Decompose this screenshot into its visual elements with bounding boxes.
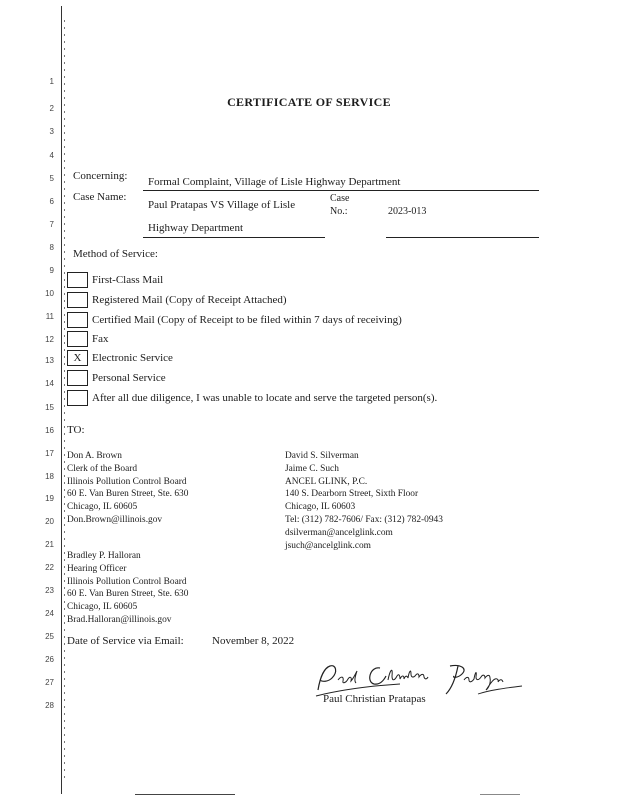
line-number: 2 bbox=[49, 104, 54, 113]
line-number: 11 bbox=[45, 312, 54, 321]
line-number: 21 bbox=[45, 540, 54, 549]
recipient-line: Jaime C. Such bbox=[285, 463, 339, 474]
line-number: 3 bbox=[49, 127, 54, 136]
to-label: TO: bbox=[67, 424, 85, 436]
date-of-service-label: Date of Service via Email: bbox=[67, 635, 184, 647]
recipient-email[interactable]: Brad.Halloran@illinois.gov bbox=[67, 614, 172, 625]
service-label-electronic-service: Electronic Service bbox=[92, 352, 173, 364]
recipient-line: ANCEL GLINK, P.C. bbox=[285, 476, 368, 487]
recipient-line: Illinois Pollution Control Board bbox=[67, 476, 187, 487]
service-label-first-class-mail: First-Class Mail bbox=[92, 274, 164, 286]
recipient-line: David S. Silverman bbox=[285, 451, 359, 461]
line-number: 8 bbox=[49, 243, 54, 252]
line-number: 18 bbox=[45, 472, 54, 481]
recipient-halloran bbox=[67, 550, 188, 627]
service-label-personal-service: Personal Service bbox=[92, 372, 166, 384]
line-number: 9 bbox=[49, 266, 54, 275]
method-of-service-label: Method of Service: bbox=[73, 248, 158, 260]
line-number: 22 bbox=[45, 563, 54, 572]
line-number: 4 bbox=[49, 151, 54, 160]
recipient-silverman bbox=[285, 450, 443, 552]
service-checkbox-fax[interactable] bbox=[67, 331, 88, 347]
line-number: 15 bbox=[45, 403, 54, 412]
document-title: CERTIFICATE OF SERVICE bbox=[227, 95, 391, 109]
recipient-line: 140 S. Dearborn Street, Sixth Floor bbox=[285, 489, 419, 500]
line-number: 17 bbox=[45, 449, 54, 458]
recipient-line: Illinois Pollution Control Board bbox=[67, 576, 187, 587]
pleading-margin-dotted-line bbox=[64, 20, 65, 780]
recipient-line: 60 E. Van Buren Street, Ste. 630 bbox=[67, 589, 189, 600]
recipient-line: Clerk of the Board bbox=[67, 463, 138, 474]
footer-rule bbox=[480, 794, 520, 795]
recipient-line: Don A. Brown bbox=[67, 451, 122, 461]
line-number: 16 bbox=[45, 426, 54, 435]
line-number: 6 bbox=[49, 197, 54, 206]
service-label-certified-mail: Certified Mail (Copy of Receipt to be filed within 7 days of receiving) bbox=[92, 314, 402, 326]
service-checkbox-due-diligence[interactable] bbox=[67, 390, 88, 406]
recipient-email[interactable]: jsuch@ancelglink.com bbox=[285, 540, 371, 551]
concerning-underline bbox=[143, 190, 539, 191]
line-number: 14 bbox=[45, 379, 54, 388]
case-no-label-line2: No.: bbox=[330, 206, 348, 217]
line-number: 28 bbox=[45, 701, 54, 710]
service-checkbox-first-class-mail[interactable] bbox=[67, 272, 88, 288]
recipient-line: Chicago, IL 60603 bbox=[285, 502, 356, 513]
service-checkbox-electronic-service[interactable]: X bbox=[67, 350, 88, 366]
line-number: 10 bbox=[45, 289, 54, 298]
case-no-label-line1: Case bbox=[330, 193, 350, 204]
line-number: 13 bbox=[45, 356, 54, 365]
date-of-service-value: November 8, 2022 bbox=[212, 635, 295, 647]
line-number: 25 bbox=[45, 632, 54, 641]
recipient-line: Chicago, IL 60605 bbox=[67, 602, 138, 613]
case-no-value: 2023-013 bbox=[388, 206, 427, 217]
recipient-email[interactable]: Don.Brown@illinois.gov bbox=[67, 514, 163, 525]
recipient-brown bbox=[67, 450, 188, 527]
line-number: 19 bbox=[45, 494, 54, 503]
concerning-label: Concerning: bbox=[73, 170, 128, 182]
line-number: 24 bbox=[45, 609, 54, 618]
service-label-fax: Fax bbox=[92, 333, 109, 345]
recipient-line: Chicago, IL 60605 bbox=[67, 502, 138, 513]
case-name-value-line1: Paul Pratapas VS Village of Lisle bbox=[148, 199, 296, 211]
line-number: 7 bbox=[49, 220, 54, 229]
line-number: 12 bbox=[45, 335, 54, 344]
service-label-due-diligence: After all due diligence, I was unable to locate and serve the targeted person(s). bbox=[92, 392, 438, 404]
line-number: 26 bbox=[45, 655, 54, 664]
concerning-value: Formal Complaint, Village of Lisle Highway Department bbox=[148, 176, 401, 188]
recipient-email[interactable]: dsilverman@ancelglink.com bbox=[285, 527, 393, 538]
recipient-line: 60 E. Van Buren Street, Ste. 630 bbox=[67, 489, 189, 500]
line-number: 1 bbox=[49, 77, 54, 86]
case-name-label: Case Name: bbox=[73, 191, 127, 203]
recipient-line: Bradley P. Halloran bbox=[67, 551, 141, 561]
recipient-line: Tel: (312) 782-7606/ Fax: (312) 782-0943 bbox=[285, 514, 443, 525]
service-checkbox-personal-service[interactable] bbox=[67, 370, 88, 386]
recipient-line: Hearing Officer bbox=[67, 563, 127, 574]
service-checkbox-registered-mail[interactable] bbox=[67, 292, 88, 308]
case-name-underline bbox=[143, 237, 325, 238]
signatory-printed-name: Paul Christian Pratapas bbox=[323, 693, 426, 705]
line-number: 20 bbox=[45, 517, 54, 526]
case-name-value-line2: Highway Department bbox=[148, 222, 243, 234]
line-number: 23 bbox=[45, 586, 54, 595]
footer-rule bbox=[135, 794, 235, 795]
pleading-margin-line bbox=[61, 6, 62, 794]
line-number: 5 bbox=[49, 174, 54, 183]
line-number: 27 bbox=[45, 678, 54, 687]
service-checkbox-certified-mail[interactable] bbox=[67, 312, 88, 328]
service-label-registered-mail: Registered Mail (Copy of Receipt Attached) bbox=[92, 294, 287, 306]
case-no-underline bbox=[386, 237, 539, 238]
